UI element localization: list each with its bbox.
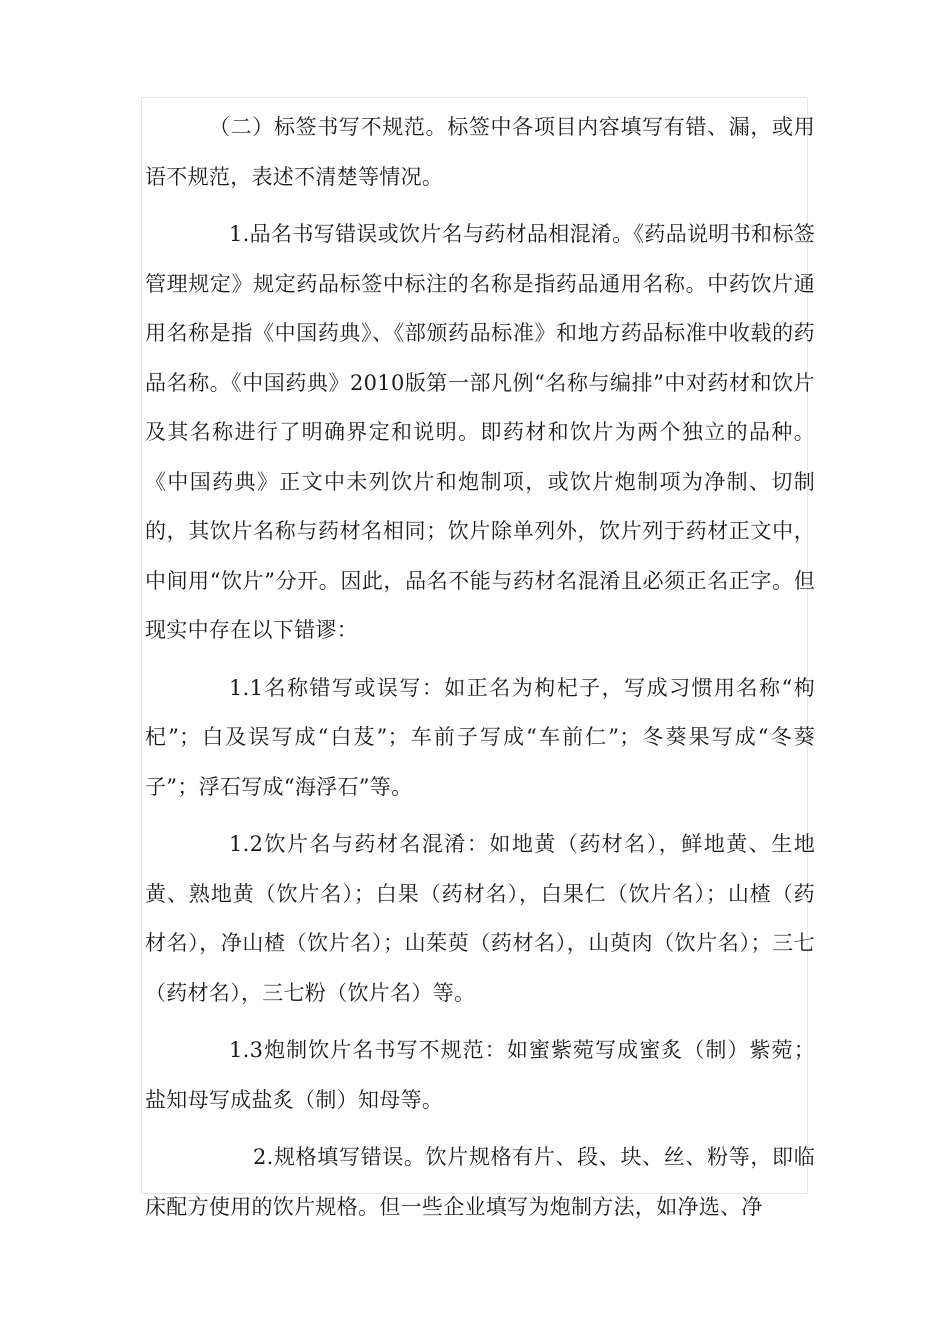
paragraph-slice-herb-confusion: 1.2饮片名与药材名混淆：如地黄（药材名），鲜地黄、生地黄、熟地黄（饮片名）；白果（药材名），白果仁（饮片名）；山楂（药材名），净山楂（饮片名）；山茱萸（药材名），山萸肉（饮片名）；三七（药材名），三七粉（饮片名）等。 bbox=[145, 832, 815, 1005]
paragraph-processed-name: 1.3炮制饮片名书写不规范：如蜜紫菀写成蜜炙（制）紫菀；盐知母写成盐炙（制）知母等。 bbox=[145, 1038, 815, 1112]
paragraph-label-irregular: （二）标签书写不规范。标签中各项目内容填写有错、漏，或用语不规范，表述不清楚等情况。 bbox=[145, 115, 815, 189]
document-body bbox=[145, 103, 815, 1240]
paragraph-name-miswritten: 1.1名称错写或误写：如正名为枸杞子，写成习惯用名称“枸杞”；白及误写成“白芨”；车前子写成“车前仁”；冬葵果写成“冬葵子”；浮石写成“海浮石”等。 bbox=[145, 675, 815, 799]
paragraph-spec-errors: 2.规格填写错误。饮片规格有片、段、块、丝、粉等，即临床配方使用的饮片规格。但一些企业填写为炮制方法，如净选、净 bbox=[145, 1145, 815, 1219]
paragraph-name-errors: 1.品名书写错误或饮片名与药材品相混淆。《药品说明书和标签管理规定》规定药品标签中标注的名称是指药品通用名称。中药饮片通用名称是指《中国药典》、《部颁药品标准》和地方药品标准中收载的药品名称。《中国药典》2010版第一部凡例“名称与编排”中对药材和饮片及其名称进行了明确界定和说明。即药材和饮片为两个独立的品种。《中国药典》正文中未列饮片和炮制项，或饮片炮制项为净制、切制的，其饮片名称与药材名相同；饮片除单列外，饮片列于药材正文中，中间用“饮片”分开。因此，品名不能与药材名混淆且必须正名正字。但现实中存在以下错谬： bbox=[145, 222, 815, 642]
